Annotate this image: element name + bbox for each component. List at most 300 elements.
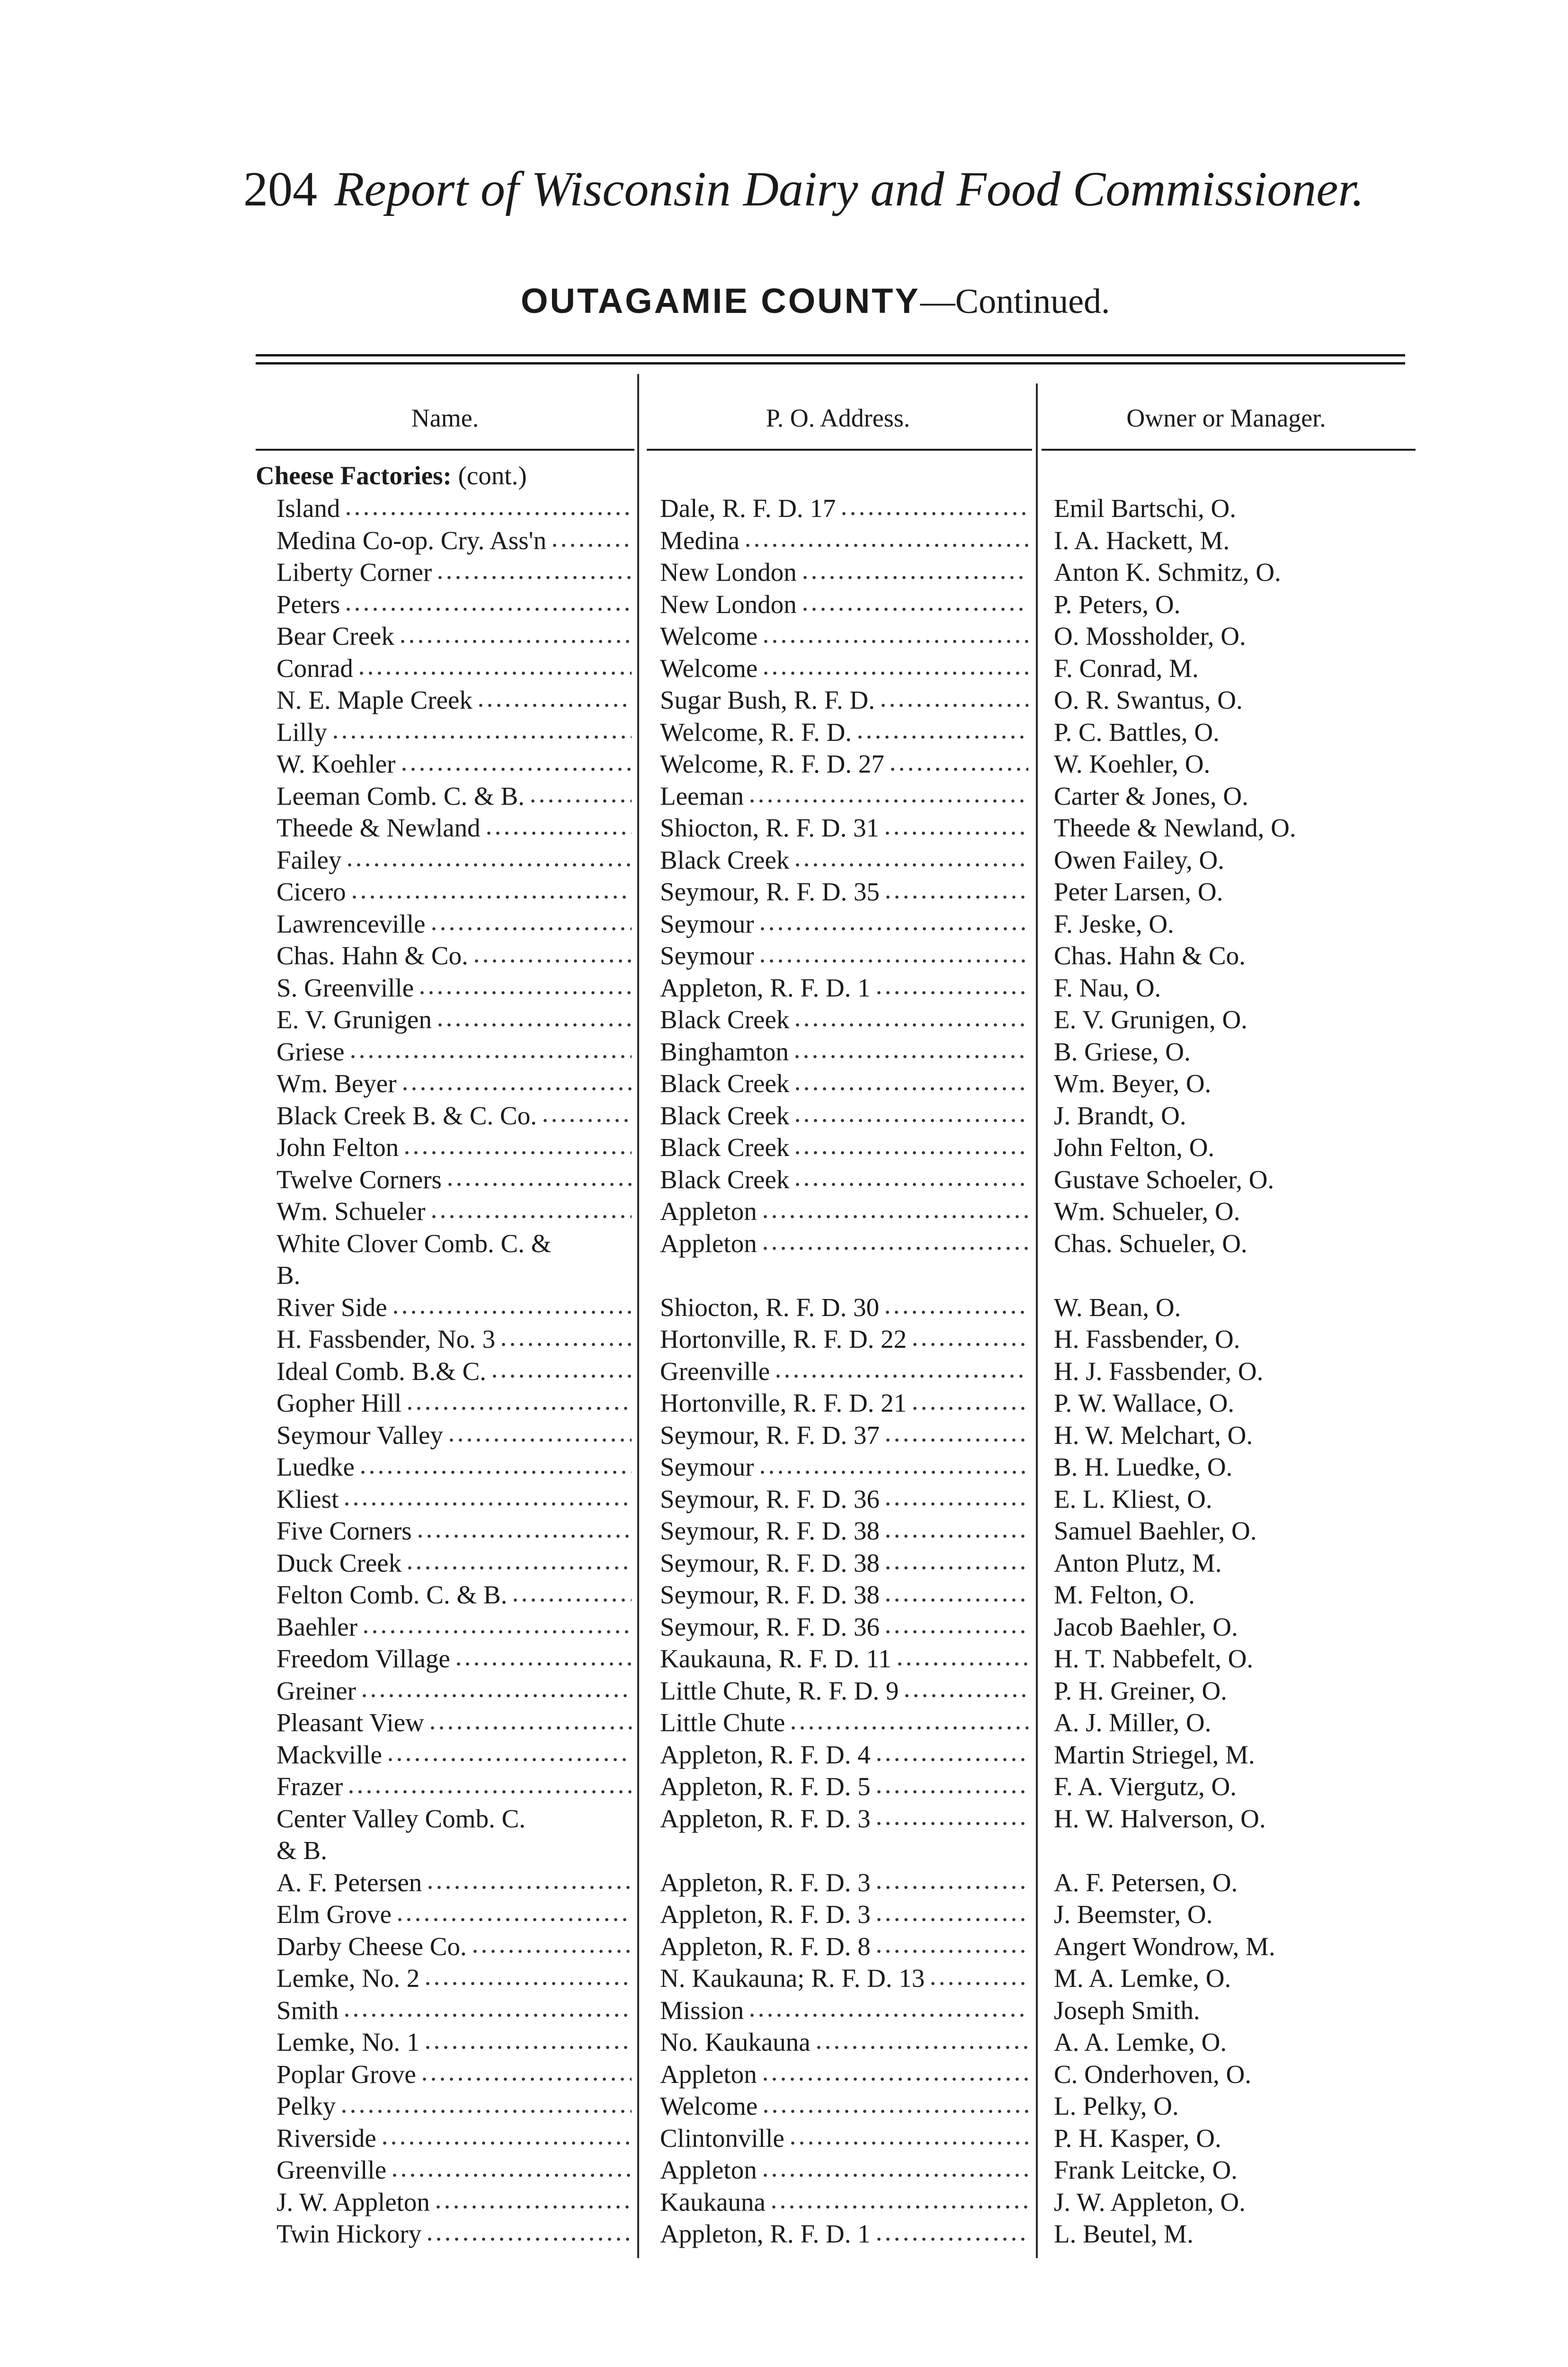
po-address-text: Little Chute <box>660 1708 785 1737</box>
factory-name-text: Mackville <box>276 1740 382 1769</box>
section-label <box>256 460 527 491</box>
factory-name <box>276 780 632 812</box>
dot-leader <box>528 798 632 804</box>
po-address <box>660 1100 1028 1132</box>
po-address <box>660 2090 1028 2122</box>
owner-manager: O. Mossholder, O. <box>1054 622 1246 650</box>
po-address <box>660 556 1028 588</box>
po-address-text: Clintonville <box>660 2123 784 2153</box>
table-row <box>0 652 1568 685</box>
po-address-text: Appleton <box>660 2155 757 2184</box>
po-address-text: Hortonville, R. F. D. 22 <box>660 1325 907 1353</box>
po-address-text: Appleton, R. F. D. 1 <box>660 973 871 1002</box>
table-row <box>0 1164 1568 1196</box>
dot-leader <box>793 1086 1028 1092</box>
po-address <box>660 1707 1028 1739</box>
owner-manager: Martin Striegel, M. <box>1054 1740 1255 1769</box>
table-row <box>0 492 1568 525</box>
dot-leader <box>874 2236 1028 2242</box>
factory-name <box>276 1707 632 1739</box>
owner-manager: Theede & Newland, O. <box>1054 813 1296 842</box>
table-row <box>0 1036 1568 1068</box>
table-row <box>0 2090 1568 2122</box>
table-row <box>0 556 1568 588</box>
factory-name-text: Wm. Schueler <box>276 1197 426 1226</box>
dot-leader <box>883 1437 1028 1443</box>
county-continued: —Continued. <box>920 282 1110 321</box>
table-row <box>0 1419 1568 1451</box>
owner-manager: F. Conrad, M. <box>1054 653 1199 683</box>
po-address <box>660 876 1028 908</box>
po-address-text: Appleton, R. F. D. 1 <box>660 2219 871 2248</box>
factory-name <box>276 620 632 652</box>
dot-leader <box>380 2140 632 2146</box>
dot-leader <box>361 1628 632 1635</box>
owner-manager: H. J. Fassbender, O. <box>1054 1356 1264 1386</box>
po-address-text: Seymour, R. F. D. 36 <box>660 1484 880 1513</box>
owner-manager: P. H. Greiner, O. <box>1054 1676 1227 1705</box>
dot-leader <box>902 1692 1028 1699</box>
po-address-text: Appleton <box>660 2059 757 2089</box>
factory-name <box>276 2058 632 2091</box>
owner-manager: P. H. Kasper, O. <box>1054 2123 1221 2153</box>
owner-manager: J. Beemster, O. <box>1054 1900 1213 1929</box>
factory-name <box>276 492 632 525</box>
owner-manager: Samuel Baehler, O. <box>1054 1516 1257 1545</box>
header-underline-address <box>647 449 1032 451</box>
factory-name <box>276 1643 632 1675</box>
table-row <box>0 1931 1568 1963</box>
factory-name-text: Lemke, No. 2 <box>276 1964 420 1993</box>
factory-name-text: Cicero <box>276 877 346 906</box>
owner-manager: F. A. Viergutz, O. <box>1054 1772 1237 1801</box>
factory-name <box>276 716 632 748</box>
factory-name <box>276 1675 632 1707</box>
factory-name-text: Greiner <box>276 1676 356 1705</box>
po-address <box>660 2026 1028 2058</box>
factory-name-text: Kliest <box>276 1484 339 1513</box>
owner-manager: Anton K. Schmitz, O. <box>1054 558 1281 587</box>
dot-leader <box>769 2204 1028 2210</box>
owner-manager: Angert Wondrow, M. <box>1054 1931 1275 1961</box>
dot-leader <box>420 2076 632 2082</box>
dot-leader <box>883 894 1028 900</box>
section-title: Cheese Factories: <box>256 461 452 490</box>
po-address <box>660 844 1028 876</box>
table-row <box>0 1068 1568 1100</box>
po-address <box>660 940 1028 972</box>
owner-manager: P. Peters, O. <box>1054 589 1181 619</box>
owner-manager: W. Bean, O. <box>1054 1292 1181 1322</box>
factory-name-text: Wm. Beyer <box>276 1069 397 1098</box>
table-row <box>0 908 1568 940</box>
dot-leader <box>789 1725 1028 1731</box>
factory-name <box>276 1228 632 1291</box>
po-address-text: Appleton <box>660 1197 757 1226</box>
table-row <box>0 1100 1568 1132</box>
dot-leader <box>874 1948 1028 1955</box>
po-address-text: Black Creek <box>660 1165 790 1194</box>
factory-name <box>276 1068 632 1100</box>
dot-leader <box>436 574 632 581</box>
factory-name-text: Bear Creek <box>276 622 394 650</box>
po-address <box>660 1962 1028 1994</box>
dot-leader <box>428 1725 632 1731</box>
dot-leader <box>344 606 632 613</box>
factory-name <box>276 1291 632 1324</box>
factory-name-text: Black Creek B. & C. Co. <box>276 1101 537 1130</box>
po-address-text: Appleton, R. F. D. 3 <box>660 1900 871 1929</box>
factory-name-text: Seymour Valley <box>276 1420 443 1450</box>
dot-leader <box>758 925 1028 932</box>
po-address <box>660 1291 1028 1324</box>
po-address <box>660 1515 1028 1547</box>
po-address <box>660 1323 1028 1355</box>
section-note: (cont.) <box>451 461 527 490</box>
dot-leader <box>405 1565 632 1571</box>
dot-leader <box>761 1213 1028 1220</box>
factory-name-text: Leeman Comb. C. & B. <box>276 781 525 810</box>
po-address-text: Seymour, R. F. D. 38 <box>660 1548 880 1577</box>
po-address <box>660 684 1028 716</box>
po-address-text: Kaukauna, R. F. D. 11 <box>660 1644 891 1673</box>
dot-leader <box>360 1692 632 1699</box>
table-row <box>0 1291 1568 1324</box>
factory-name-text: Lilly <box>276 717 327 747</box>
factory-name <box>276 2154 632 2186</box>
factory-name-text: Elm Grove <box>276 1900 392 1929</box>
dot-leader <box>423 2044 632 2051</box>
po-address-text: Seymour, R. F. D. 37 <box>660 1420 880 1450</box>
po-address <box>660 1898 1028 1931</box>
factory-name-text: Failey <box>276 845 342 874</box>
factory-name-line: & B. <box>276 1836 327 1865</box>
table-row <box>0 1355 1568 1388</box>
dot-leader <box>793 862 1028 868</box>
dot-leader <box>793 1022 1028 1028</box>
owner-manager: L. Beutel, M. <box>1054 2219 1194 2248</box>
header-underline-owner <box>1042 449 1416 451</box>
po-address <box>660 1483 1028 1515</box>
dot-leader <box>874 1884 1028 1891</box>
po-address <box>660 1451 1028 1483</box>
po-address-text: Appleton, R. F. D. 5 <box>660 1772 871 1801</box>
factory-name <box>276 1131 632 1164</box>
factory-name-line: B. <box>276 1261 301 1290</box>
dot-leader <box>541 1117 632 1124</box>
factory-name-text: H. Fassbender, No. 3 <box>276 1325 496 1353</box>
owner-manager: M. Felton, O. <box>1054 1580 1195 1609</box>
factory-name <box>276 1771 632 1803</box>
dot-leader <box>405 1405 632 1412</box>
factory-name <box>276 1962 632 1994</box>
factory-name <box>276 2026 632 2058</box>
dot-leader <box>761 2172 1028 2179</box>
table-row <box>0 2058 1568 2091</box>
dot-leader <box>761 2108 1028 2115</box>
factory-name <box>276 1994 632 2027</box>
dot-leader <box>499 1341 632 1348</box>
po-address <box>660 1195 1028 1228</box>
dot-leader <box>454 1661 632 1667</box>
dot-leader <box>358 1469 632 1476</box>
table-row <box>0 1579 1568 1611</box>
po-address-text: No. Kaukauna <box>660 2028 811 2056</box>
dot-leader <box>801 606 1028 613</box>
dot-leader <box>550 542 632 549</box>
table-row <box>0 748 1568 780</box>
dot-leader <box>390 2172 632 2179</box>
owner-manager: John Felton, O. <box>1054 1133 1215 1162</box>
table-row <box>0 1228 1568 1291</box>
factory-name-text: Felton Comb. C. & B. <box>276 1580 508 1609</box>
po-address <box>660 1867 1028 1899</box>
owner-manager: H. Fassbender, O. <box>1054 1325 1240 1353</box>
po-address <box>660 780 1028 812</box>
po-address-text: Black Creek <box>660 1133 790 1162</box>
dot-leader <box>447 1437 632 1443</box>
dot-leader <box>342 1501 632 1507</box>
dot-leader <box>350 894 632 900</box>
table-row <box>0 1994 1568 2027</box>
dot-leader <box>401 1086 632 1092</box>
factory-name <box>276 876 632 908</box>
dot-leader <box>743 542 1028 549</box>
owner-manager: P. W. Wallace, O. <box>1054 1388 1235 1417</box>
owner-manager: E. V. Grunigen, O. <box>1054 1005 1247 1034</box>
po-address-text: Seymour <box>660 1452 754 1481</box>
table-row <box>0 940 1568 972</box>
factory-name-text: Twelve Corners <box>276 1165 442 1194</box>
dot-leader <box>436 1022 632 1028</box>
dot-leader <box>883 1501 1028 1507</box>
table-row <box>0 1483 1568 1515</box>
factory-name <box>276 652 632 685</box>
table-row <box>0 716 1568 748</box>
table-row <box>0 1739 1568 1771</box>
owner-manager: Anton Plutz, M. <box>1054 1548 1222 1577</box>
po-address-text: Shiocton, R. F. D. 31 <box>660 813 880 842</box>
owner-manager: A. F. Petersen, O. <box>1054 1868 1238 1897</box>
po-address-text: N. Kaukauna; R. F. D. 13 <box>660 1964 925 1993</box>
dot-leader <box>758 1469 1028 1476</box>
po-address <box>660 748 1028 780</box>
po-address-text: Medina <box>660 525 740 555</box>
dot-leader <box>342 2012 632 2019</box>
table-row <box>0 525 1568 557</box>
dot-leader <box>416 1533 632 1539</box>
report-title: Report of Wisconsin Dairy and Food Commissioner. <box>334 162 1364 216</box>
table-row <box>0 844 1568 876</box>
factory-name <box>276 1164 632 1196</box>
po-address <box>660 1004 1028 1036</box>
table-row <box>0 1962 1568 1994</box>
factory-name-text: Lemke, No. 1 <box>276 2028 420 2056</box>
owner-manager: Frank Leitcke, O. <box>1054 2155 1238 2184</box>
po-address <box>660 1387 1028 1419</box>
owner-manager: H. T. Nabbefelt, O. <box>1054 1644 1254 1673</box>
po-address-text: Welcome, R. F. D. <box>660 717 852 747</box>
po-address-text: Welcome <box>660 622 758 650</box>
dot-leader <box>471 1948 632 1955</box>
factory-name-text: Baehler <box>276 1612 358 1641</box>
po-address-text: Appleton <box>660 1228 757 1258</box>
po-address-text: Shiocton, R. F. D. 30 <box>660 1292 880 1322</box>
table-row <box>0 1547 1568 1579</box>
dot-leader <box>429 925 632 932</box>
column-header-address: P. O. Address. <box>766 404 910 432</box>
table-row <box>0 1004 1568 1036</box>
factory-name-text: Peters <box>276 589 340 619</box>
po-address <box>660 1164 1028 1196</box>
po-address <box>660 1036 1028 1068</box>
table-row <box>0 1451 1568 1483</box>
po-address <box>660 1068 1028 1100</box>
factory-name <box>276 2186 632 2218</box>
owner-manager: Carter & Jones, O. <box>1054 781 1248 810</box>
dot-leader <box>400 766 632 773</box>
owner-manager: F. Nau, O. <box>1054 973 1161 1002</box>
dot-leader <box>331 734 632 740</box>
column-header-name: Name. <box>411 404 479 432</box>
factory-name-text: Lawrenceville <box>276 909 426 938</box>
table-row <box>0 1515 1568 1547</box>
po-address-text: Black Creek <box>660 1101 790 1130</box>
owner-manager: Wm. Schueler, O. <box>1054 1197 1240 1226</box>
table-row <box>0 876 1568 908</box>
factory-name <box>276 1100 632 1132</box>
factory-name-text: W. Koehler <box>276 749 396 778</box>
table-row <box>0 1771 1568 1803</box>
po-address <box>660 1771 1028 1803</box>
po-address <box>660 2218 1028 2250</box>
dot-leader <box>511 1597 632 1603</box>
factory-name <box>276 1004 632 1036</box>
dot-leader <box>793 1053 1028 1060</box>
factory-name <box>276 1387 632 1419</box>
dot-leader <box>761 1245 1028 1252</box>
dot-leader <box>748 2012 1028 2019</box>
factory-name <box>276 1323 632 1355</box>
po-address-text: Welcome, R. F. D. 27 <box>660 749 884 778</box>
table-row <box>0 1611 1568 1643</box>
factory-name-text: River Side <box>276 1292 387 1322</box>
factory-name-text: Griese <box>276 1037 345 1066</box>
factory-name-text: Frazer <box>276 1772 343 1801</box>
owner-manager: H. W. Melchart, O. <box>1054 1420 1253 1450</box>
po-address <box>660 652 1028 685</box>
dot-leader <box>434 2204 632 2210</box>
factory-name-text: Medina Co-op. Cry. Ass'n <box>276 525 547 555</box>
county-name: OUTAGAMIE COUNTY <box>521 281 920 320</box>
po-address-text: Black Creek <box>660 845 790 874</box>
factory-name <box>276 2090 632 2122</box>
po-address <box>660 2154 1028 2186</box>
po-address-text: Seymour, R. F. D. 35 <box>660 877 880 906</box>
dot-leader <box>472 958 632 964</box>
factory-name-text: Greenville <box>276 2155 387 2184</box>
dot-leader <box>883 1533 1028 1539</box>
dot-leader <box>418 989 632 996</box>
po-address-text: Greenville <box>660 1356 770 1386</box>
table-row <box>0 1131 1568 1164</box>
dot-leader <box>476 702 632 709</box>
dot-leader <box>426 1884 632 1891</box>
po-address <box>660 2186 1028 2218</box>
po-address-text: Appleton, R. F. D. 3 <box>660 1868 871 1897</box>
table-row <box>0 588 1568 621</box>
factory-name <box>276 588 632 621</box>
dot-leader <box>874 1756 1028 1763</box>
factory-name <box>276 844 632 876</box>
table-row <box>0 812 1568 844</box>
factory-name <box>276 1867 632 1899</box>
factory-name <box>276 1611 632 1643</box>
po-address <box>660 1994 1028 2027</box>
po-address-text: Mission <box>660 1995 744 2025</box>
po-address <box>660 908 1028 940</box>
dot-leader <box>425 2236 632 2242</box>
county-heading <box>521 277 1184 325</box>
factory-name <box>276 556 632 588</box>
owner-manager: J. Brandt, O. <box>1054 1101 1186 1130</box>
dot-leader <box>839 510 1028 517</box>
factory-name-text: Gopher Hill <box>276 1388 402 1417</box>
factory-name-text: Luedke <box>276 1452 355 1481</box>
dot-leader <box>801 574 1028 581</box>
po-address-text: Leeman <box>660 781 744 810</box>
factory-table <box>0 492 1568 2250</box>
owner-manager: J. W. Appleton, O. <box>1054 2187 1246 2216</box>
factory-name-text: Island <box>276 494 340 523</box>
po-address-text: New London <box>660 589 797 619</box>
owner-manager: Jacob Baehler, O. <box>1054 1612 1238 1641</box>
table-row <box>0 1323 1568 1355</box>
owner-manager: W. Koehler, O. <box>1054 749 1211 778</box>
factory-name-text: Conrad <box>276 653 353 683</box>
table-row <box>0 1387 1568 1419</box>
dot-leader <box>774 1373 1028 1379</box>
factory-name-text: Ideal Comb. B.& C. <box>276 1356 487 1386</box>
owner-manager: O. R. Swantus, O. <box>1054 685 1243 714</box>
factory-name <box>276 908 632 940</box>
po-address-text: Seymour <box>660 941 754 970</box>
factory-name <box>276 748 632 780</box>
table-row <box>0 620 1568 652</box>
po-address <box>660 525 1028 557</box>
table-row <box>0 2026 1568 2058</box>
top-rule <box>256 354 1405 356</box>
po-address <box>660 1547 1028 1579</box>
owner-manager: M. A. Lemke, O. <box>1054 1964 1231 1993</box>
dot-leader <box>788 2140 1028 2146</box>
po-address-text: Appleton, R. F. D. 4 <box>660 1740 871 1769</box>
dot-leader <box>888 766 1028 773</box>
po-address-text: Appleton, R. F. D. 3 <box>660 1804 871 1833</box>
dot-leader <box>429 1213 632 1220</box>
page-number: 204 <box>243 162 317 216</box>
dot-leader <box>883 1597 1028 1603</box>
dot-leader <box>445 1181 632 1188</box>
dot-leader <box>874 989 1028 996</box>
factory-name <box>276 1579 632 1611</box>
factory-name <box>276 1803 632 1867</box>
dot-leader <box>793 1117 1028 1124</box>
dot-leader <box>345 862 632 868</box>
factory-name-text: John Felton <box>276 1133 399 1162</box>
factory-name <box>276 1355 632 1388</box>
owner-manager: L. Pelky, O. <box>1054 2091 1179 2120</box>
